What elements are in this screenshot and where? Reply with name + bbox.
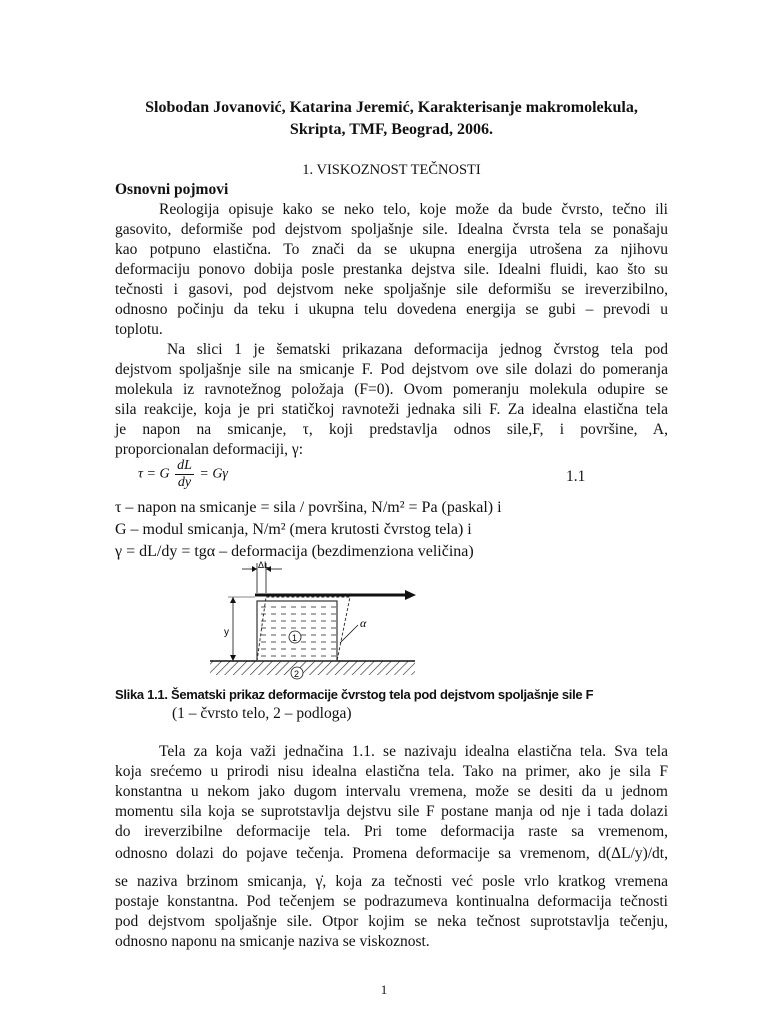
p2-line: proporcionalan deformaciji, γ: bbox=[115, 441, 304, 458]
p3-line: do ireverzibilne deformacije tela. Pri tome deformacija raste sa vremenom, bbox=[115, 823, 668, 840]
p2-line: je napon na smicanje, τ, koji predstavlja odnos sile,F, i površine, A, bbox=[115, 421, 668, 438]
force-arrow-icon bbox=[405, 590, 416, 600]
p3-line: odnosno dolazi do pojave tečenja. Promena deformacije sa vremenom, d(ΔL/y)/dt, bbox=[115, 845, 668, 862]
definition-g: G – modul smicanja, N/m² (mera krutosti čvrstog tela) i bbox=[115, 521, 472, 538]
definition-tau: τ – napon na smicanje = sila / površina, N/m² = Pa (paskal) i bbox=[115, 499, 502, 516]
equation-numerator: dL bbox=[177, 458, 192, 473]
p3-line: pod dejstvom spoljašnje sile. Otpor kojim se neka tečnost suprotstavlja tečenju, bbox=[115, 913, 668, 930]
figure-caption: Slika 1.1. Šematski prikaz deformacije čvrstog tela pod dejstvom spoljašnje sile F bbox=[115, 687, 594, 702]
p1-line: toplotu. bbox=[115, 321, 163, 338]
p1-line: kao potpuno elastična. To znači da se ukupna energija utrošena za njihovu bbox=[115, 241, 668, 258]
p3-line: odnosno naponu na smicanje naziva se viskoznost. bbox=[115, 933, 430, 950]
p1-line: tečnosti i gasovi, pod dejstvom neke spoljašnje sile deformišu se ireverzibilno, bbox=[115, 281, 668, 298]
p1-line: Reologija opisuje kako se neko telo, koje može da bude čvrsto, tečno ili bbox=[159, 201, 668, 218]
equation-lhs: τ = G bbox=[138, 466, 170, 482]
equation-1-1 bbox=[138, 458, 228, 491]
equation-rhs: = Gγ bbox=[199, 466, 228, 482]
p3-line: se naziva brzinom smicanja, γ̇, koja za tečnosti već posle vrlo kratkog vremena bbox=[115, 873, 668, 890]
section-title: 1. VISKOZNOST TEČNOSTI bbox=[302, 162, 481, 178]
p1-line: deformaciju ponovo dobija posle prestanka dejstva sile. Idealni fluidi, kao što su bbox=[115, 261, 668, 278]
p2-line: Na slici 1 je šematski prikazana deformacija jednog čvrstog tela pod bbox=[167, 341, 668, 358]
p3-line: konstantna u nekom jako dugom intervalu vremena, može se desiti da u jednom bbox=[115, 783, 668, 800]
equation-fraction bbox=[175, 458, 194, 491]
p2-line: dejstvom spoljašnje sile na smicanje F. Pod dejstvom ove sile dolazi do pomeranja bbox=[115, 361, 668, 378]
page-number: 1 bbox=[380, 982, 388, 997]
p1-line: gasovito, deformiše pod dejstvom spoljašnje sile. Idealna čvrsta tela se ponašaju bbox=[115, 221, 668, 238]
substrate bbox=[210, 661, 415, 675]
equation-number: 1.1 bbox=[566, 468, 586, 485]
equation-denominator: dy bbox=[177, 475, 192, 490]
figure-caption-legend: (1 – čvrsto telo, 2 – podloga) bbox=[172, 705, 352, 722]
p3-line: momentu sila koja se suprotstavlja dejstvu sile F postane manja od nje i tada dolazi bbox=[115, 803, 668, 820]
label-substrate-2: 2 bbox=[294, 669, 300, 679]
p3-line: koja srećemo u prirodi nisu idealna elastična tela. Tako na primer, ako je sila F bbox=[115, 763, 668, 780]
p3-line: postaje konstantna. Pod tečenjem se podrazumeva kontinualna deformacija tečnosti bbox=[115, 893, 668, 910]
p2-line: sila reakcije, koja je pri statičkoj ravnoteži jednaka sili F. Za idealna elastična tela bbox=[115, 401, 668, 418]
shear-deformation-figure bbox=[200, 555, 430, 685]
label-y: y bbox=[224, 627, 229, 638]
label-body-1: 1 bbox=[292, 633, 298, 643]
p2-line: molekula iz ravnotežnog položaja (F=0). Ovom pomeranju molekula odupire se bbox=[115, 381, 668, 398]
subheading: Osnovni pojmovi bbox=[115, 181, 229, 198]
p3-line: Tela za koja važi jednačina 1.1. se nazivaju idealna elastična tela. Sva tela bbox=[159, 743, 668, 760]
p1-line: odnosno počinju da teku i ukupna telu dovedena energija se gubi – prevodi u bbox=[115, 301, 668, 318]
label-delta-l: ΔL bbox=[258, 560, 270, 570]
definition-gamma: γ = dL/dy = tgα – deformacija (bezdimenziona veličina) bbox=[115, 543, 474, 560]
label-alpha: α bbox=[360, 616, 367, 630]
reference-line-2: Skripta, TMF, Beograd, 2006. bbox=[289, 121, 494, 138]
reference-line-1: Slobodan Jovanović, Katarina Jeremić, Karakterisanje makromolekula, bbox=[145, 99, 638, 116]
